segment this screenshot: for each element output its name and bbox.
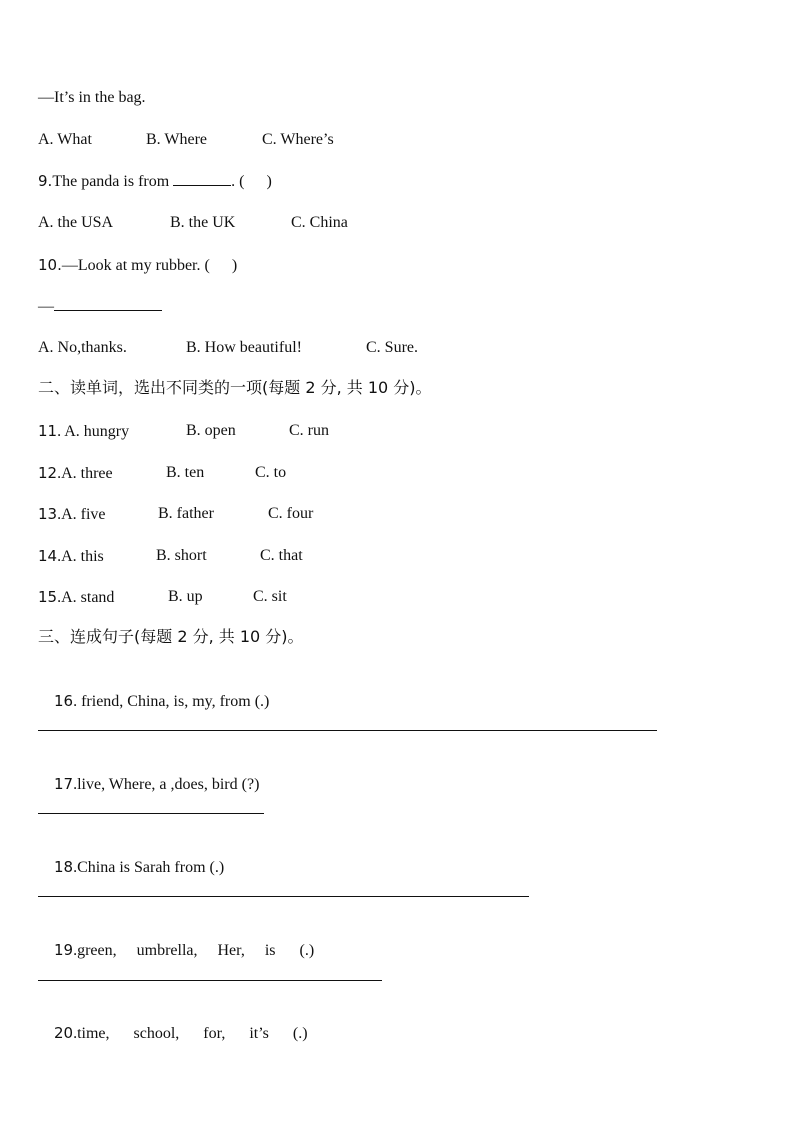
q14-row <box>38 546 104 567</box>
q19-answer-line[interactable] <box>38 980 382 981</box>
q11-option-a: . A. hungry <box>57 423 130 440</box>
q12-option-b: B. ten <box>166 464 205 481</box>
q20-number: 20 <box>54 1024 74 1042</box>
q19-words: .green, umbrella, Her, is (.) <box>73 942 315 959</box>
q11-number: 11 <box>38 422 58 440</box>
q20-words: .time, school, for, it’s (.) <box>73 1025 308 1042</box>
q10-option-a: A. No,thanks. <box>38 339 127 356</box>
q12-number: 12 <box>38 464 58 482</box>
q9-prompt <box>38 171 272 192</box>
q15-option-b: B. up <box>168 588 203 605</box>
q13-number: 13 <box>38 505 58 523</box>
q10-number: 10. <box>38 256 62 274</box>
q9-prompt-before: The panda is from <box>52 173 174 190</box>
q10-reply-line <box>38 297 162 317</box>
q14-option-b: B. short <box>156 547 207 564</box>
q17-answer-line[interactable] <box>38 813 264 814</box>
q9-number: 9. <box>38 172 53 190</box>
q13-option-a: .A. five <box>57 506 106 523</box>
q8-answer-line: —It’s in the bag. <box>38 89 146 106</box>
section2-title: 二、读单词，选出不同类的一项(每题 2 分, 共 10 分)。 <box>38 378 432 397</box>
q16-answer-line[interactable] <box>38 730 657 731</box>
section3-title: 三、连成句子(每题 2 分, 共 10 分)。 <box>38 627 304 646</box>
q9-prompt-after: . ( <box>231 173 245 190</box>
q10-prompt-text: —Look at my rubber. ( <box>61 257 210 274</box>
q8-option-b: B. Where <box>146 131 208 148</box>
q10-reply-blank[interactable] <box>54 310 162 311</box>
q15-option-a: .A. stand <box>57 589 115 606</box>
q19-number: 19 <box>54 941 74 959</box>
q8-option-c: C. Where’s <box>262 131 334 148</box>
q18-words: .China is Sarah from (.) <box>73 859 225 876</box>
q9-option-b: B. the UK <box>170 214 236 231</box>
q18-number: 18 <box>54 858 74 876</box>
q11-option-c: C. run <box>289 422 329 439</box>
q9-prompt-close: ) <box>266 173 272 190</box>
q16-words: . friend, China, is, my, from (.) <box>73 693 270 710</box>
q15-number: 15 <box>38 588 58 606</box>
q10-option-b: B. How beautiful! <box>186 339 302 356</box>
q12-option-a: .A. three <box>57 465 113 482</box>
q8-option-a: A. What <box>38 131 92 148</box>
q9-answer-blank[interactable] <box>173 185 231 186</box>
q13-option-c: C. four <box>268 505 314 522</box>
q14-option-c: C. that <box>260 547 303 564</box>
q9-option-c: C. China <box>291 214 348 231</box>
q18-row <box>38 837 224 898</box>
q9-option-a: A. the USA <box>38 214 114 231</box>
q13-option-b: B. father <box>158 505 214 522</box>
q17-number: 17 <box>54 775 74 793</box>
q12-option-c: C. to <box>255 464 287 481</box>
q17-words: .live, Where, a ,does, bird (?) <box>73 776 260 793</box>
q15-row <box>38 587 114 608</box>
q10-prompt-close: ) <box>231 257 238 274</box>
q20-row <box>38 1003 308 1064</box>
q10-dash: — <box>38 298 54 315</box>
q18-answer-line[interactable] <box>38 896 529 897</box>
q14-number: 14 <box>38 547 58 565</box>
q15-option-c: C. sit <box>253 588 287 605</box>
q10-option-c: C. Sure. <box>366 339 418 356</box>
q11-option-b: B. open <box>186 422 236 439</box>
q17-row <box>38 754 259 815</box>
q10-prompt <box>38 255 237 276</box>
q11-row <box>38 421 129 442</box>
q19-row <box>38 920 314 981</box>
q14-option-a: .A. this <box>57 548 104 565</box>
q16-row <box>38 671 269 732</box>
q12-row <box>38 463 113 484</box>
q16-number: 16 <box>54 692 74 710</box>
q13-row <box>38 504 106 525</box>
